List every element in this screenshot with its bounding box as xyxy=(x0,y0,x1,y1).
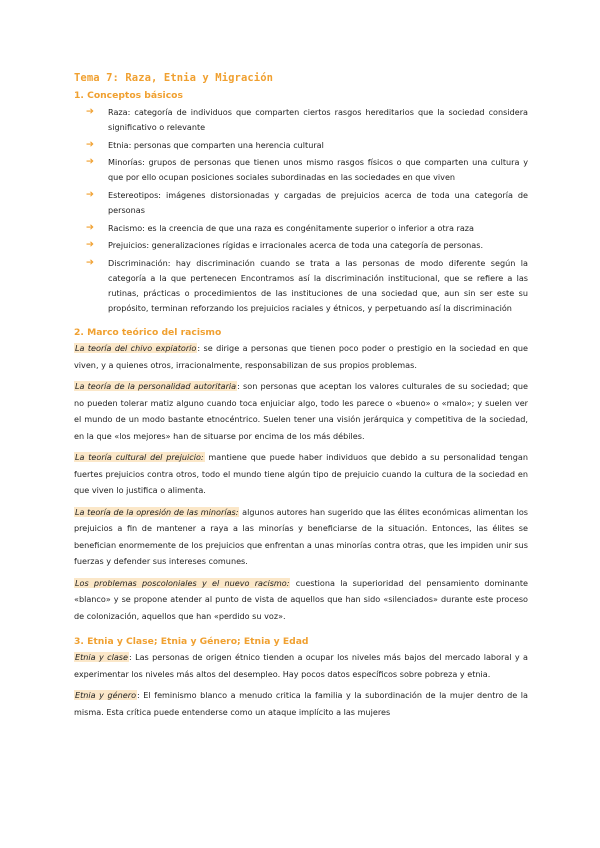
page-title: Tema 7: Raza, Etnia y Migración xyxy=(74,72,274,84)
arrow-icon: ➔ xyxy=(86,257,94,269)
concepts-list xyxy=(74,105,528,315)
list-item: ➔ Discriminación: hay discriminación cuando se trata a las personas de modo diferente según la categoría a la que pertenecen Encontramos así la discriminación institucional, que se refiere a las rutinas, prácticas o procedimientos de las instituciones de una sociedad que, aun sin ser este su propósito, terminan reforzando los prejuicios raciales y étnicos, y perpetuando así la discriminación xyxy=(86,257,528,313)
paragraph: Los problemas poscoloniales y el nuevo racismo: cuestiona la superioridad del pensamiento dominante «blanco» y se propone atender al punto de vista de aquellos que han sido «silenciados» durante este proceso de colonización, aquellos que han «perdido su voz». xyxy=(74,577,528,621)
highlighted-term: La teoría de la opresión de las minorías: xyxy=(75,506,239,517)
highlighted-term: Etnia y género xyxy=(75,690,137,701)
paragraph: La teoría del chivo expiatorio: se dirige a personas que tienen poco poder o prestigio en la sociedad en que viven, y a quienes otros, irracionalmente, responsabilizan de sus propios problemas. xyxy=(74,343,529,370)
arrow-icon: ➔ xyxy=(86,221,94,233)
highlighted-term: Los problemas poscoloniales y el nuevo racismo: xyxy=(75,577,290,588)
highlighted-term: La teoría de la personalidad autoritaria xyxy=(75,381,237,392)
list-item: ➔ Raza: categoría de individuos que comparten ciertos rasgos hereditarios que la sociedad considera significativo o relevante xyxy=(86,106,528,132)
document-body xyxy=(74,89,528,725)
paragraph: La teoría de la opresión de las minorías: algunos autores han sugerido que las élites económicas alimentan los prejuicios a fin de mantener a raya a las minorías y beneficiarse de la situación. Entonces, las élites se benefician enormemente de los prejuicios que enfrentan a unas minorías contra otras, que les impiden unir sus fuerzas y defender sus intereses comunes. xyxy=(74,506,528,567)
paragraph: La teoría cultural del prejuicio: mantiene que puede haber individuos que debido a su personalidad tengan fuertes prejuicios contra otros, todo el mundo tiene algún tipo de prejuicio cuando la cultura de la sociedad en que viven lo justifica o alimenta. xyxy=(74,452,529,496)
arrow-icon: ➔ xyxy=(86,156,94,168)
section1-heading: 1. Conceptos básicos xyxy=(74,90,183,101)
list-item: ➔ Prejuicios: generalizaciones rígidas e irracionales acerca de toda una categoría de personas. xyxy=(108,238,528,253)
list-item: ➔ Estereotipos: imágenes distorsionadas y cargadas de prejuicios acerca de toda una categoría de personas xyxy=(86,188,528,215)
highlighted-term: La teoría del chivo expiatorio xyxy=(75,343,197,354)
highlighted-term: Etnia y clase xyxy=(75,652,128,663)
arrow-icon: ➔ xyxy=(86,188,94,200)
arrow-icon: ➔ xyxy=(86,138,94,150)
paragraph: Etnia y clase: Las personas de origen étnico tienden a ocupar los niveles más bajos del mercado laboral y a experimentar los niveles más altos del desempleo. Hay pocos datos específicos sobre pobreza y etnia. xyxy=(74,652,529,679)
paragraph: La teoría de la personalidad autoritaria: son personas que aceptan los valores culturales de su sociedad; que no pueden tolerar matiz alguno cuando toca enjuiciar algo, todo les parece o «bueno» o «malo»; y suelen ver el mundo de un modo bastante etnocéntrico. Suelen tener una visión jerárquica y competitiva de la sociedad, en la que «los mejores» han de situarse por encima de los más débiles. xyxy=(74,381,528,441)
list-item: ➔ Etnia: personas que comparten una herencia cultural xyxy=(108,138,528,153)
paragraph: Etnia y género: El feminismo blanco a menudo critica la familia y la subordinación de la mujer dentro de la misma. Esta crítica puede entenderse como un ataque implícito a las mujeres xyxy=(74,690,528,717)
arrow-icon: ➔ xyxy=(86,239,94,251)
section2-heading: 2. Marco teórico del racismo xyxy=(74,327,222,339)
arrow-icon: ➔ xyxy=(86,106,94,117)
highlighted-term: La teoría cultural del prejuicio: xyxy=(75,452,204,463)
list-item: ➔ Minorías: grupos de personas que tienen unos mismo rasgos físicos o que comparten una cultura y que por ello ocupan posiciones sociales subordinadas en las sociedades en que viven xyxy=(86,156,528,183)
list-item: ➔ Racismo: es la creencia de que una raza es congénitamente superior o inferior a otra raza xyxy=(108,221,528,236)
section3-heading: 3. Etnia y Clase; Etnia y Género; Etnia y Edad xyxy=(74,636,309,648)
